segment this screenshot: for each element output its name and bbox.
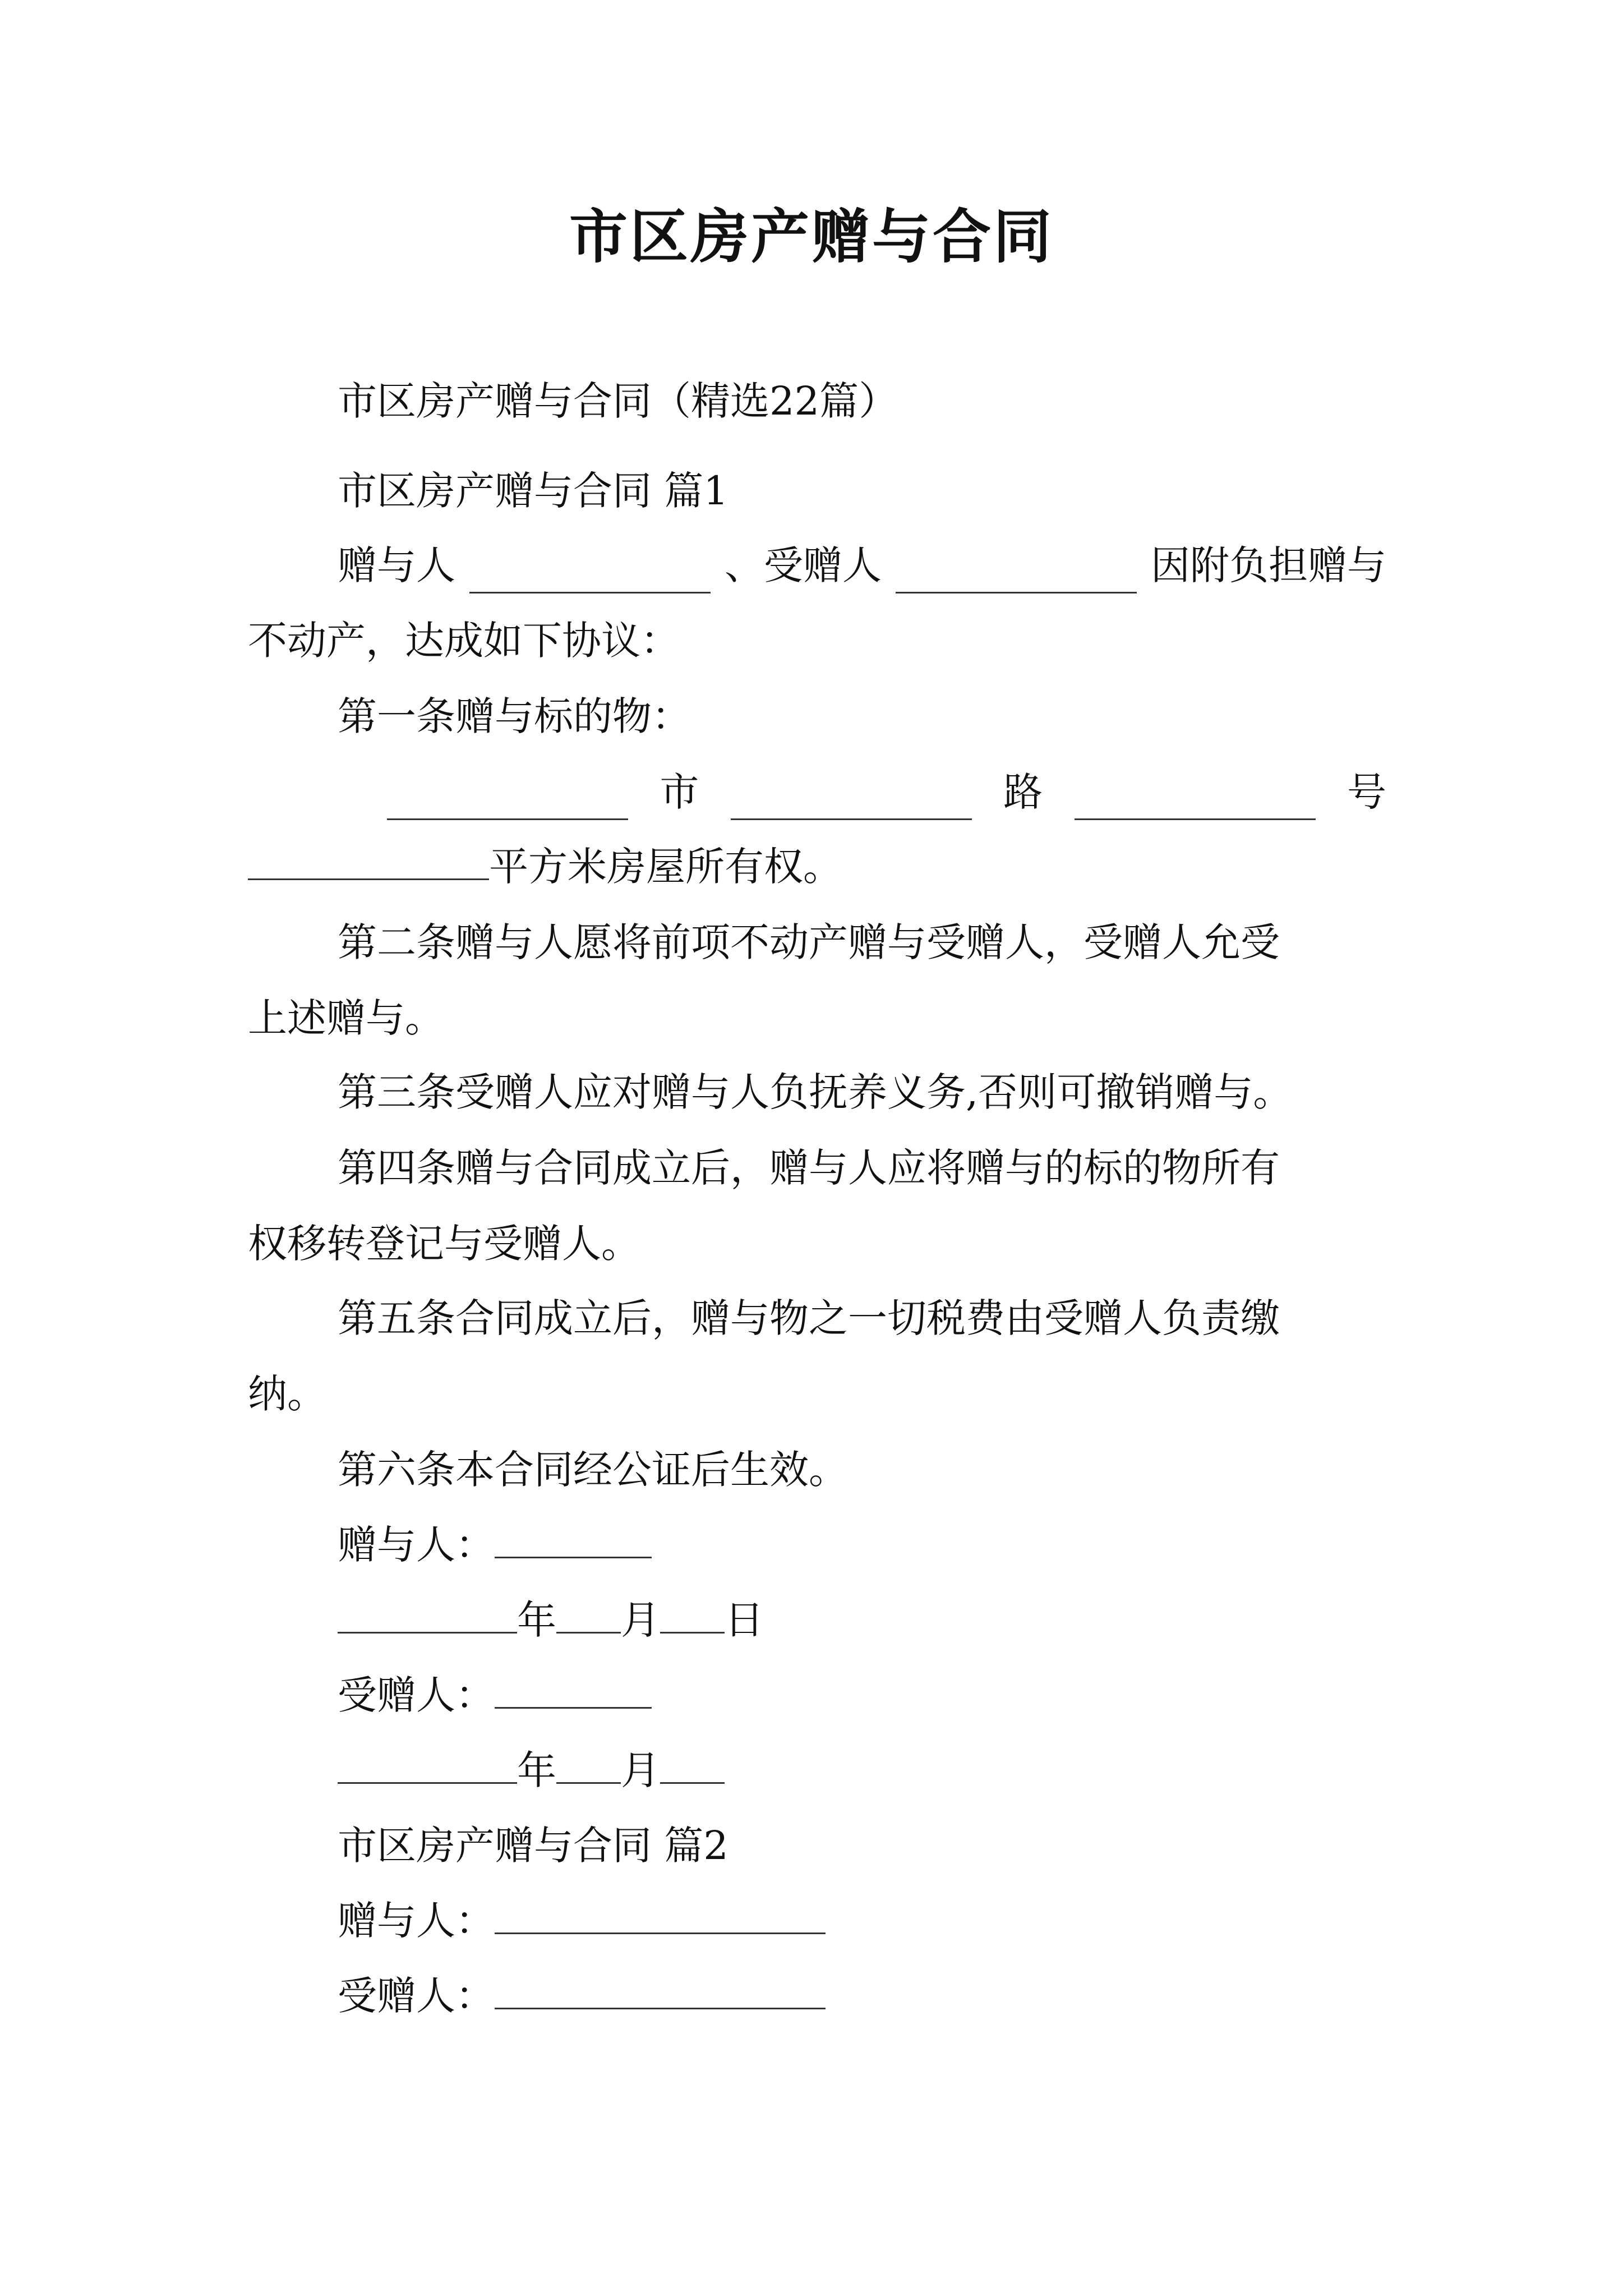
signature-donee-blank: [495, 1668, 652, 1709]
article-1-area: [248, 839, 1386, 895]
parties-purpose: 因附负担赠与: [1151, 542, 1386, 588]
signature-donee-date: [338, 1742, 1386, 1798]
year-blank: [338, 1593, 517, 1634]
city-label: 市: [660, 769, 699, 815]
year-label-2: 年: [517, 1747, 556, 1793]
month-blank-2: [556, 1743, 621, 1784]
signature-donor-blank: [495, 1517, 652, 1558]
signature-donor-label: 赠与人：: [338, 1522, 495, 1568]
document-subtitle: 市区房产赠与合同（精选22篇）: [338, 378, 898, 424]
area-blank: [248, 839, 489, 880]
month-blank: [556, 1593, 621, 1634]
day-label: 日: [725, 1597, 764, 1643]
year-blank-2: [338, 1743, 517, 1784]
section-heading-2: 市区房产赠与合同 篇2: [338, 1823, 728, 1869]
day-blank: [660, 1593, 725, 1634]
signature-donee-label: 受赠人：: [338, 1672, 495, 1718]
section-2-donor: [338, 1893, 1386, 1949]
donee-label: 、受赠人: [725, 542, 882, 588]
road-label: 路: [1003, 769, 1043, 815]
section-heading-1: 市区房产赠与合同 篇1: [338, 468, 728, 514]
number-blank: [1075, 779, 1316, 820]
section-2-donee: [338, 1968, 1386, 2024]
article-1-address: [387, 764, 1386, 820]
article-3: 第三条受赠人应对赠与人负抚养义务,否则可撤销赠与。: [338, 1069, 1293, 1115]
month-label: 月: [621, 1597, 660, 1643]
section-2-donor-label: 赠与人：: [338, 1898, 495, 1944]
article-4-line-1: 第四条赠与合同成立后，赠与人应将赠与的标的物所有: [338, 1145, 1280, 1191]
article-2-line-1: 第二条赠与人愿将前项不动产赠与受赠人，受赠人允受: [338, 919, 1280, 965]
document-title: 市区房产赠与合同: [569, 202, 1054, 271]
donee-blank: [896, 553, 1137, 593]
signature-donee: [338, 1667, 1386, 1723]
city-blank: [387, 779, 628, 820]
article-6: 第六条本合同经公证后生效。: [338, 1447, 848, 1493]
road-blank: [731, 779, 972, 820]
area-text: 平方米房屋所有权。: [489, 844, 842, 890]
day-blank-2: [660, 1743, 725, 1784]
article-4-line-2: 权移转登记与受赠人。: [248, 1221, 640, 1267]
article-1-heading: 第一条赠与标的物：: [338, 693, 691, 739]
paragraph-parties-cont: 不动产，达成如下协议：: [248, 618, 680, 664]
donor-blank: [469, 553, 711, 593]
section-2-donee-label: 受赠人：: [338, 1973, 495, 2019]
signature-donor-date: [338, 1592, 1386, 1648]
article-5-line-2: 纳。: [248, 1371, 326, 1417]
month-label-2: 月: [621, 1747, 660, 1793]
donor-label: 赠与人: [338, 542, 455, 588]
article-5-line-1: 第五条合同成立后，赠与物之一切税费由受赠人负责缴: [338, 1295, 1280, 1341]
article-2-line-2: 上述赠与。: [248, 995, 444, 1041]
section-2-donee-blank: [495, 1968, 826, 2009]
year-label: 年: [517, 1597, 556, 1643]
number-label: 号: [1347, 769, 1386, 815]
paragraph-parties: [338, 537, 1386, 593]
section-2-donor-blank: [495, 1893, 826, 1934]
signature-donor: [338, 1517, 1386, 1573]
